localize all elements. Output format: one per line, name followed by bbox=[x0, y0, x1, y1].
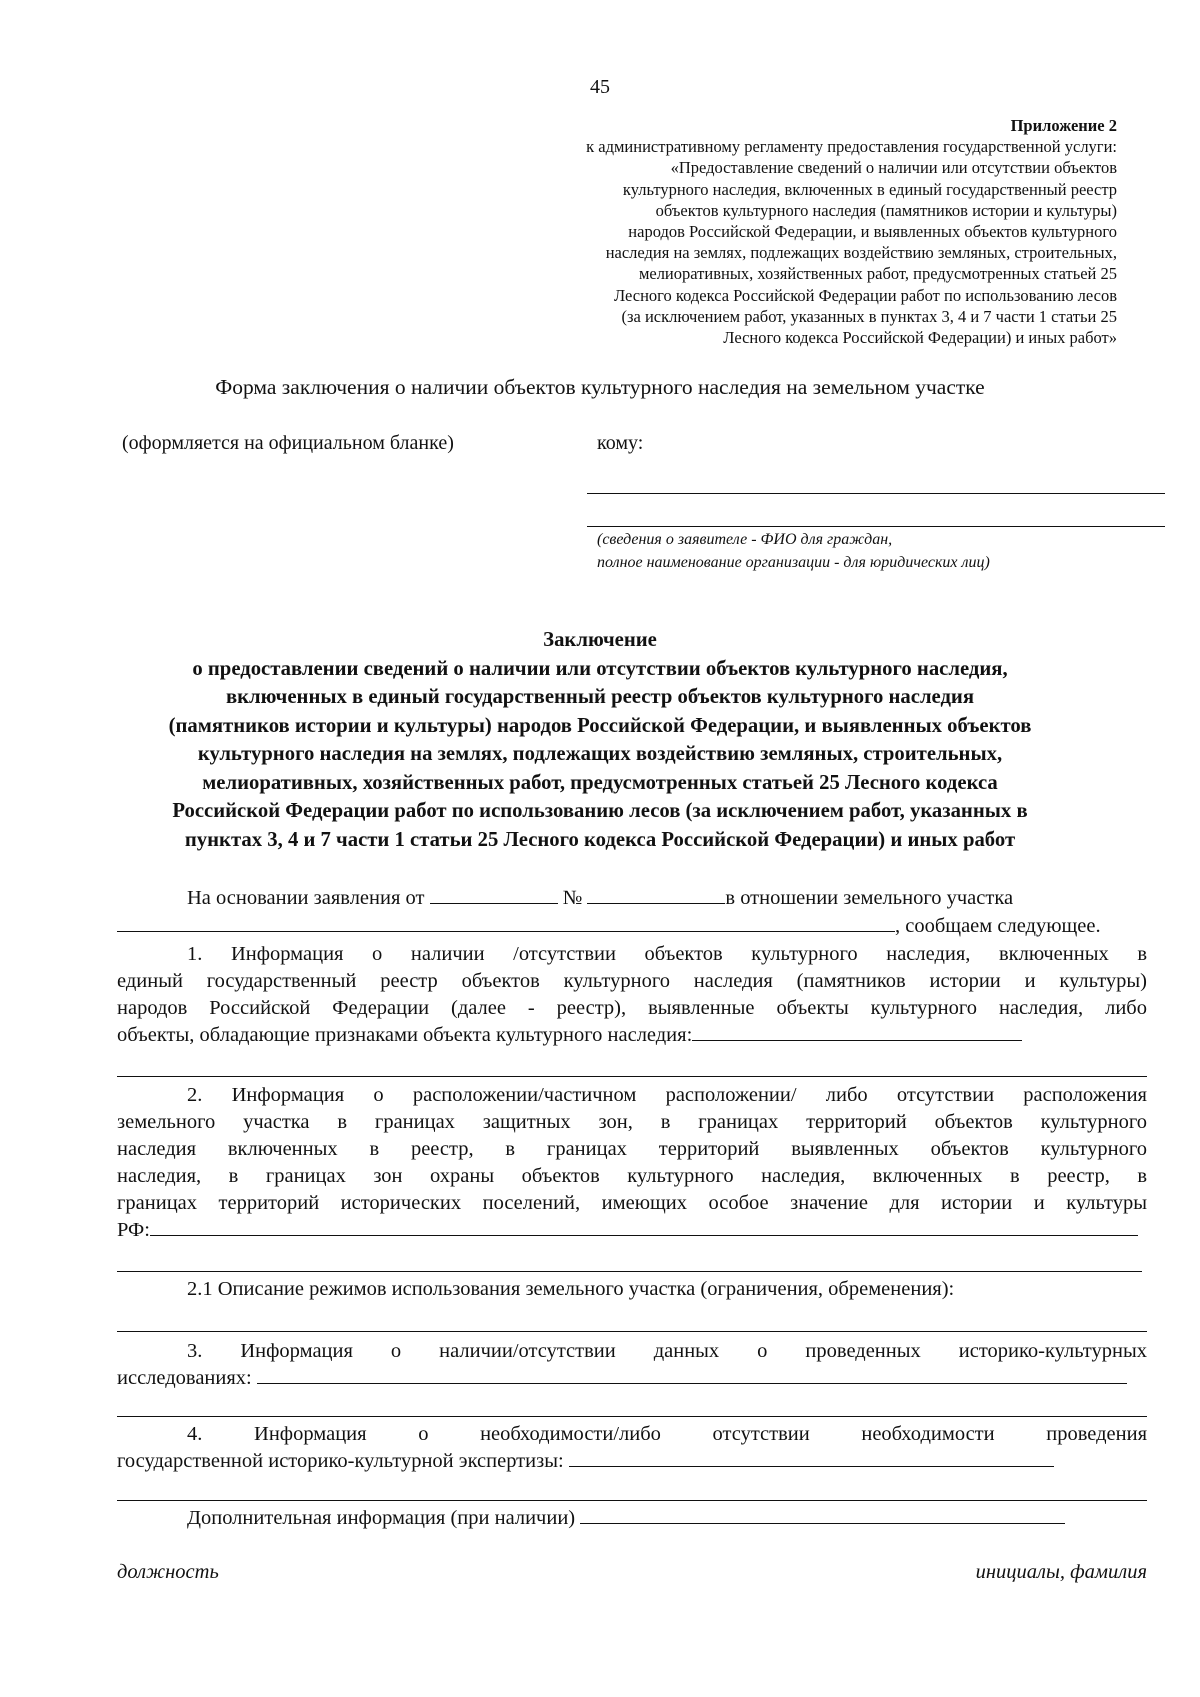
item4-line: 4. Информация о необходимости/либо отсутствии необходимости проведения bbox=[187, 1423, 1147, 1445]
additional-label: Дополнительная информация (при наличии) bbox=[187, 1507, 576, 1529]
appendix-line: Лесного кодекса Российской Федерации) и иных работ» bbox=[723, 328, 1117, 348]
item1-line: народов Российской Федерации (далее - реестр), выявленные объекты культурного наследия, либо bbox=[117, 997, 1147, 1019]
conclusion-title: Заключение bbox=[543, 629, 657, 651]
item1-last-row bbox=[117, 1022, 1147, 1050]
additional-row bbox=[187, 1505, 1147, 1533]
basis-tail: , сообщаем следующее. bbox=[895, 915, 1101, 937]
basis-row bbox=[187, 885, 1147, 913]
item4-last: государственной историко-культурной экспертизы: bbox=[117, 1450, 564, 1472]
appendix-line: Лесного кодекса Российской Федерации работ по использованию лесов bbox=[613, 285, 1117, 305]
item2-line: наследия включенных в реестр, в границах территорий выявленных объектов культурного bbox=[117, 1138, 1147, 1160]
appendix-line: «Предоставление сведений о наличии или отсутствии объектов bbox=[670, 158, 1117, 178]
item2-line: земельного участка в границах защитных зон, в границах территорий объектов культурного bbox=[117, 1111, 1147, 1133]
page-number: 45 bbox=[590, 76, 610, 98]
item3-last-row bbox=[117, 1365, 1147, 1393]
basis-row-2 bbox=[117, 913, 1147, 941]
item3-last: исследованиях: bbox=[117, 1367, 252, 1389]
item3-answer-field[interactable] bbox=[257, 1365, 1127, 1384]
item1-answer-field[interactable] bbox=[692, 1022, 1022, 1041]
item1-answer-line[interactable] bbox=[117, 1076, 1147, 1077]
item2-line: границах территорий исторических поселений, имеющих особое значение для истории и культуры bbox=[117, 1192, 1147, 1214]
recipient-label: кому: bbox=[597, 432, 644, 454]
item2-line: 2. Информация о расположении/частичном расположении/ либо отсутствии расположения bbox=[187, 1084, 1147, 1106]
land-plot-field[interactable] bbox=[117, 913, 895, 932]
item2-answer-line[interactable] bbox=[117, 1271, 1142, 1272]
application-number-field[interactable] bbox=[587, 885, 725, 904]
basis-prefix: На основании заявления от bbox=[187, 887, 425, 909]
blank-note: (оформляется на официальном бланке) bbox=[122, 432, 454, 454]
conclusion-subtitle-line: культурного наследия на землях, подлежащих воздействию земляных, строительных, bbox=[197, 743, 1003, 765]
conclusion-subtitle-line: Российской Федерации работ по использованию лесов (за исключением работ, указанных в bbox=[172, 800, 1028, 822]
item3-answer-line[interactable] bbox=[117, 1416, 1147, 1417]
number-sign: № bbox=[562, 887, 583, 909]
form-title: Форма заключения о наличии объектов культурного наследия на земельном участке bbox=[215, 375, 985, 399]
item1-line: единый государственный реестр объектов культурного наследия (памятников истории и культуры) bbox=[117, 970, 1147, 992]
appendix-head: Приложение 2 bbox=[1010, 116, 1117, 135]
item2-1-text: 2.1 Описание режимов использования земельного участка (ограничения, обременения): bbox=[187, 1278, 955, 1300]
item2-last-row bbox=[117, 1217, 1147, 1245]
item1-line: 1. Информация о наличии /отсутствии объектов культурного наследия, включенных в bbox=[187, 943, 1147, 965]
signature-name: инициалы, фамилия bbox=[975, 1561, 1147, 1583]
appendix-block bbox=[477, 115, 1117, 348]
conclusion-subtitle-line: (памятников истории и культуры) народов Российской Федерации, и выявленных объектов bbox=[168, 714, 1032, 737]
applicant-note-line-1: (сведения о заявителе - ФИО для граждан, bbox=[597, 531, 893, 548]
additional-answer-field[interactable] bbox=[580, 1505, 1065, 1524]
conclusion-title-block bbox=[0, 626, 1200, 854]
conclusion-subtitle-line: пунктах 3, 4 и 7 части 1 статьи 25 Лесного кодекса Российской Федерации) и иных работ bbox=[184, 828, 1016, 851]
application-date-field[interactable] bbox=[430, 885, 558, 904]
item2-answer-field[interactable] bbox=[150, 1217, 1138, 1236]
appendix-line: мелиоративных, хозяйственных работ, предусмотренных статьей 25 bbox=[638, 264, 1117, 284]
appendix-line: объектов культурного наследия (памятников истории и культуры) bbox=[655, 200, 1117, 220]
applicant-note-line-2: полное наименование организации - для юридических лиц) bbox=[597, 554, 990, 571]
item2-last: РФ: bbox=[117, 1219, 150, 1241]
item3-line: 3. Информация о наличии/отсутствии данных о проведенных историко-культурных bbox=[187, 1340, 1147, 1362]
appendix-line: (за исключением работ, указанных в пунктах 3, 4 и 7 части 1 статьи 25 bbox=[621, 306, 1117, 326]
appendix-line: к административному регламенту предоставления государственной услуги: bbox=[586, 137, 1117, 157]
item2-line: наследия, в границах зон охраны объектов культурного наследия, включенных в реестр, в bbox=[117, 1165, 1147, 1187]
item4-answer-field[interactable] bbox=[569, 1448, 1054, 1467]
conclusion-subtitle-line: о предоставлении сведений о наличии или отсутствии объектов культурного наследия, bbox=[192, 657, 1008, 680]
signature-position: должность bbox=[117, 1561, 219, 1583]
item4-answer-line[interactable] bbox=[117, 1500, 1147, 1501]
appendix-line: наследия на землях, подлежащих воздействию земляных, строительных, bbox=[605, 243, 1117, 263]
appendix-line: культурного наследия, включенных в единый государственный реестр bbox=[622, 179, 1117, 199]
conclusion-subtitle-line: мелиоративных, хозяйственных работ, предусмотренных статьей 25 Лесного кодекса bbox=[202, 771, 998, 794]
appendix-line: народов Российской Федерации, и выявленных объектов культурного bbox=[628, 222, 1117, 242]
item1-last: объекты, обладающие признаками объекта культурного наследия: bbox=[117, 1024, 693, 1046]
conclusion-subtitle-line: включенных в единый государственный реестр объектов культурного наследия bbox=[225, 686, 975, 708]
recipient-line-1[interactable] bbox=[587, 493, 1165, 494]
recipient-line-2[interactable] bbox=[587, 526, 1165, 527]
item4-last-row bbox=[117, 1448, 1147, 1476]
item2-1-answer-line[interactable] bbox=[117, 1331, 1147, 1332]
basis-suffix: в отношении земельного участка bbox=[725, 887, 1014, 909]
